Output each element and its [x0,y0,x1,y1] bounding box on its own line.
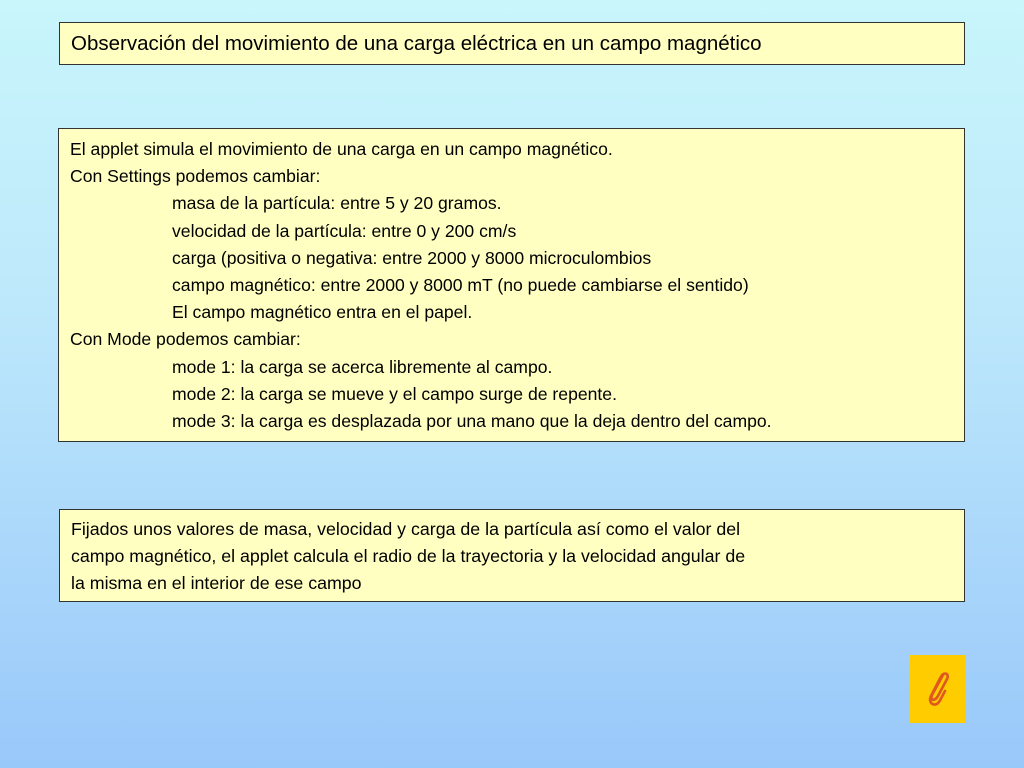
description-line: mode 3: la carga es desplazada por una mano que la deja dentro del campo. [172,410,772,431]
description-line: mode 1: la carga se acerca libremente al campo. [172,356,553,377]
summary-line: campo magnético, el applet calcula el radio de la trayectoria y la velocidad angular de [71,546,746,567]
slide-title [59,22,965,65]
summary-line: Fijados unos valores de masa, velocidad y carga de la partícula así como el valor del [71,519,741,539]
description-line: campo magnético: entre 2000 y 8000 mT (no puede cambiarse el sentido) [172,274,749,295]
description-line: velocidad de la partícula: entre 0 y 200 cm/s [172,220,517,241]
summary-line: la misma en el interior de ese campo [71,573,362,594]
paperclip-icon [923,669,953,709]
description-line: Con Settings podemos cambiar: [70,166,321,187]
description-box [58,128,965,442]
summary-box [59,509,965,602]
description-line: masa de la partícula: entre 5 y 20 gramos. [172,193,502,214]
description-line: El campo magnético entra en el papel. [172,302,473,323]
description-line: El applet simula el movimiento de una carga en un campo magnético. [70,139,613,159]
description-line: Con Mode podemos cambiar: [70,329,301,350]
description-line: carga (positiva o negativa: entre 2000 y 8000 microculombios [172,247,652,268]
description-line: mode 2: la carga se mueve y el campo surge de repente. [172,383,617,404]
attachment-button[interactable] [910,655,965,723]
slide-title-text: Observación del movimiento de una carga eléctrica en un campo magnético [71,32,762,55]
